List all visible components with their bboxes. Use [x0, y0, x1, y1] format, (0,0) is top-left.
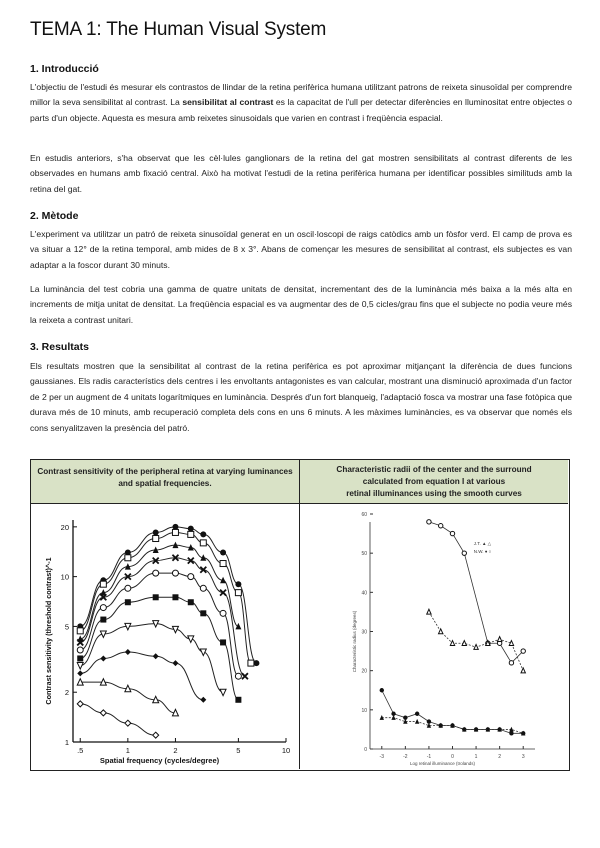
- y-axis-label: Contrast sensitivity (threshold contrast)^-1: [44, 557, 53, 705]
- data-point-s5: [153, 570, 159, 576]
- method-paragraph-1: L'experiment va utilitzar un patró de reixeta sinusoïdal generat en un oscil·loscopi de raigs catòdics amb un fòsfor verd. El camp de prova es va situar a 12° de la retina temporal, amb mides de 8 x 3°. Abans de començar les mesures de sensibilitat al contrast, els subjectes es van adaptar a la foscor durant 30 minuts.: [30, 229, 572, 270]
- data-point-s6: [172, 594, 178, 600]
- y-tick-label: 20: [361, 668, 367, 675]
- data-point-s6: [153, 594, 159, 600]
- x-tick-label: -1: [426, 754, 432, 760]
- intro-paragraph-1: L'objectiu de l'estudi és mesurar els contrastos de llindar de la retina perifèrica humana utilitzant patrons de reixeta sinusoïdal per comprendre millor la seva sensibilitat al contrast. La sensibilitat al contrast es la capacitat de l'ull per detectar diferències en lluminositat entre objectes o parts d'un objecte. Aquesta es mesura amb reixetes sinusoidals que varien en contrast i freqüència espacial.: [30, 82, 572, 123]
- data-point-surround-J-T-: [474, 644, 478, 649]
- data-point-s8: [125, 649, 131, 655]
- data-point-s1: [188, 526, 194, 532]
- y-tick-label: 10: [361, 707, 367, 714]
- data-point-s5: [77, 647, 83, 653]
- data-point-s5: [220, 610, 226, 616]
- data-point-s2: [220, 561, 226, 567]
- x-tick-label: 1: [125, 746, 130, 755]
- data-point-s10: [153, 732, 159, 738]
- x-tick-label: 2: [173, 746, 178, 755]
- data-point-surround-J-T-: [439, 629, 443, 634]
- results-paragraph: Els resultats mostren que la sensibilitat al contrast de la retina perifèrica es pot aproximar mitjançant la diferència de dues funcions gaussianes. Els radis característics dels centres i les envoltants antagonistes es van calcular, mostrant una disminució aproximada d'un factor de 2 per un augment de 4 unitats logarítmiques en luminància. Després d'un fort blanqueig, l'adaptació fosca va mostrar una fase fotòpica que durava més de 10 minuts, amb recuperació completa dels cons en uns 6 minuts. A les màximes luminàncies, es va observar que només els cons senyalitzaven la presència del patró.: [30, 361, 572, 433]
- x-tick-label: 5: [236, 746, 241, 755]
- data-point-s7: [77, 663, 83, 670]
- data-point-s6: [220, 639, 226, 645]
- data-point-center-N-W-: [380, 688, 384, 692]
- y-tick-label: 0: [364, 747, 367, 753]
- x-axis-label: Spatial frequency (cycles/degree): [99, 756, 220, 765]
- y-tick-label: 40: [361, 590, 367, 597]
- data-point-s1: [200, 531, 206, 537]
- data-point-surround-J-T-: [462, 641, 466, 646]
- intro-paragraph-2: En estudis anteriors, s'ha observat que les cèl·lules ganglionars de la retina del gat mostren sensibilitats al contrast diferents de les observades en humans amb fixació central. Això ha motivat l'estudi de la retina perifèrica humana per identificar possibles similituds amb la retina del gat.: [30, 153, 572, 194]
- x-tick-label: 1: [474, 754, 478, 760]
- right-figure-header: Characteristic radii of the center and the surround calculated from equation I at various retinal illuminances using the smooth curves: [300, 460, 568, 504]
- data-point-surround-N-W-: [509, 661, 513, 665]
- data-point-surround-N-W-: [439, 524, 443, 528]
- data-point-center-J-T-: [391, 715, 395, 720]
- data-point-s2: [77, 628, 83, 634]
- x-tick-label: -3: [379, 754, 385, 760]
- y-tick-label: 50: [361, 551, 367, 558]
- data-point-center-N-W-: [415, 712, 419, 716]
- data-point-s8: [172, 660, 178, 666]
- data-point-s6: [125, 599, 131, 605]
- x-axis-label: Log retinal illuminance (trolands): [409, 761, 476, 766]
- data-point-surround-N-W-: [521, 649, 525, 653]
- section-heading-method: 2. Mètode: [30, 210, 79, 222]
- data-point-s2: [200, 540, 206, 546]
- contrast-sensitivity-chart: [31, 504, 298, 769]
- x-tick-label: -2: [403, 754, 408, 760]
- data-point-s1: [235, 581, 241, 587]
- data-point-s1: [220, 549, 226, 555]
- data-point-s6: [100, 617, 106, 623]
- data-point-s5: [200, 585, 206, 591]
- data-point-s4: [242, 673, 248, 679]
- x-tick-label: 0: [451, 754, 454, 760]
- data-point-surround-J-T-: [521, 668, 525, 673]
- data-point-s6: [235, 697, 241, 703]
- data-point-s7: [220, 689, 226, 696]
- data-point-s5: [125, 585, 131, 591]
- data-point-s2: [188, 531, 194, 537]
- data-point-s6: [77, 655, 83, 661]
- y-tick-label: 5: [64, 622, 69, 632]
- data-point-s1: [153, 529, 159, 535]
- data-point-s8: [100, 655, 106, 661]
- left-figure-header: Contrast sensitivity of the peripheral retina at varying luminances and spatial frequencies.: [31, 460, 300, 504]
- section-heading-results: 3. Resultats: [30, 341, 89, 353]
- data-point-s6: [200, 610, 206, 616]
- y-tick-label: 1: [64, 738, 69, 747]
- x-tick-label: 10: [281, 746, 291, 755]
- data-point-surround-N-W-: [462, 551, 466, 555]
- data-point-center-N-W-: [509, 731, 513, 735]
- data-point-surround-J-T-: [450, 641, 454, 646]
- section-heading-intro: 1. Introducció: [30, 63, 99, 75]
- data-point-surround-J-T-: [427, 609, 431, 614]
- method-paragraph-2: La luminància del test cobria una gamma de quatre unitats de densitat, incrementant des de la luminància més baixa a la més alta en increments de mitja unitat de densitat. La freqüència espacial es va augmentar des de 0,5 cicles/grau fins que el subjecte no podia veure més la reixeta a contrast unitari.: [30, 284, 572, 325]
- data-point-s2: [153, 536, 159, 542]
- data-point-s5: [235, 673, 241, 679]
- data-point-s10: [125, 720, 131, 726]
- x-tick-label: .5: [77, 746, 84, 755]
- contrast-sensitivity-chart-cell: [31, 504, 300, 769]
- series-line-s8: [80, 652, 203, 700]
- y-tick-label: 60: [361, 512, 367, 518]
- y-axis-label: Characteristic radius (degrees): [352, 610, 357, 673]
- data-point-surround-J-T-: [497, 637, 501, 642]
- data-point-s2: [100, 581, 106, 587]
- data-point-s8: [77, 670, 83, 676]
- data-point-s2: [125, 555, 131, 561]
- data-point-s6: [188, 599, 194, 605]
- legend-entry: N.W. ● ○: [473, 549, 492, 555]
- figure-table: [30, 459, 570, 771]
- page-title: TEMA 1: The Human Visual System: [30, 19, 327, 40]
- y-tick-label: 30: [361, 629, 367, 636]
- y-tick-label: 20: [60, 522, 69, 532]
- data-point-center-J-T-: [415, 719, 419, 724]
- data-point-s5: [188, 574, 194, 580]
- x-tick-label: 3: [521, 754, 525, 760]
- data-point-s10: [77, 701, 83, 707]
- data-point-s2: [235, 590, 241, 596]
- data-point-s5: [172, 570, 178, 576]
- y-tick-label: 2: [64, 688, 69, 698]
- radii-chart-cell: [300, 504, 568, 769]
- data-point-s2: [248, 660, 254, 666]
- x-tick-label: 2: [498, 754, 502, 760]
- y-tick-label: 10: [60, 572, 69, 582]
- characteristic-radii-chart: [300, 504, 568, 769]
- data-point-s8: [153, 653, 159, 659]
- data-point-s8: [200, 697, 206, 703]
- data-point-surround-N-W-: [450, 531, 454, 535]
- data-point-s10: [100, 710, 106, 716]
- data-point-surround-N-W-: [427, 520, 431, 524]
- legend-entry: J.T. ▲ △: [473, 541, 492, 547]
- series-line-s10: [80, 704, 155, 735]
- data-point-s5: [100, 605, 106, 611]
- data-point-s2: [172, 529, 178, 535]
- data-point-surround-J-T-: [509, 641, 513, 646]
